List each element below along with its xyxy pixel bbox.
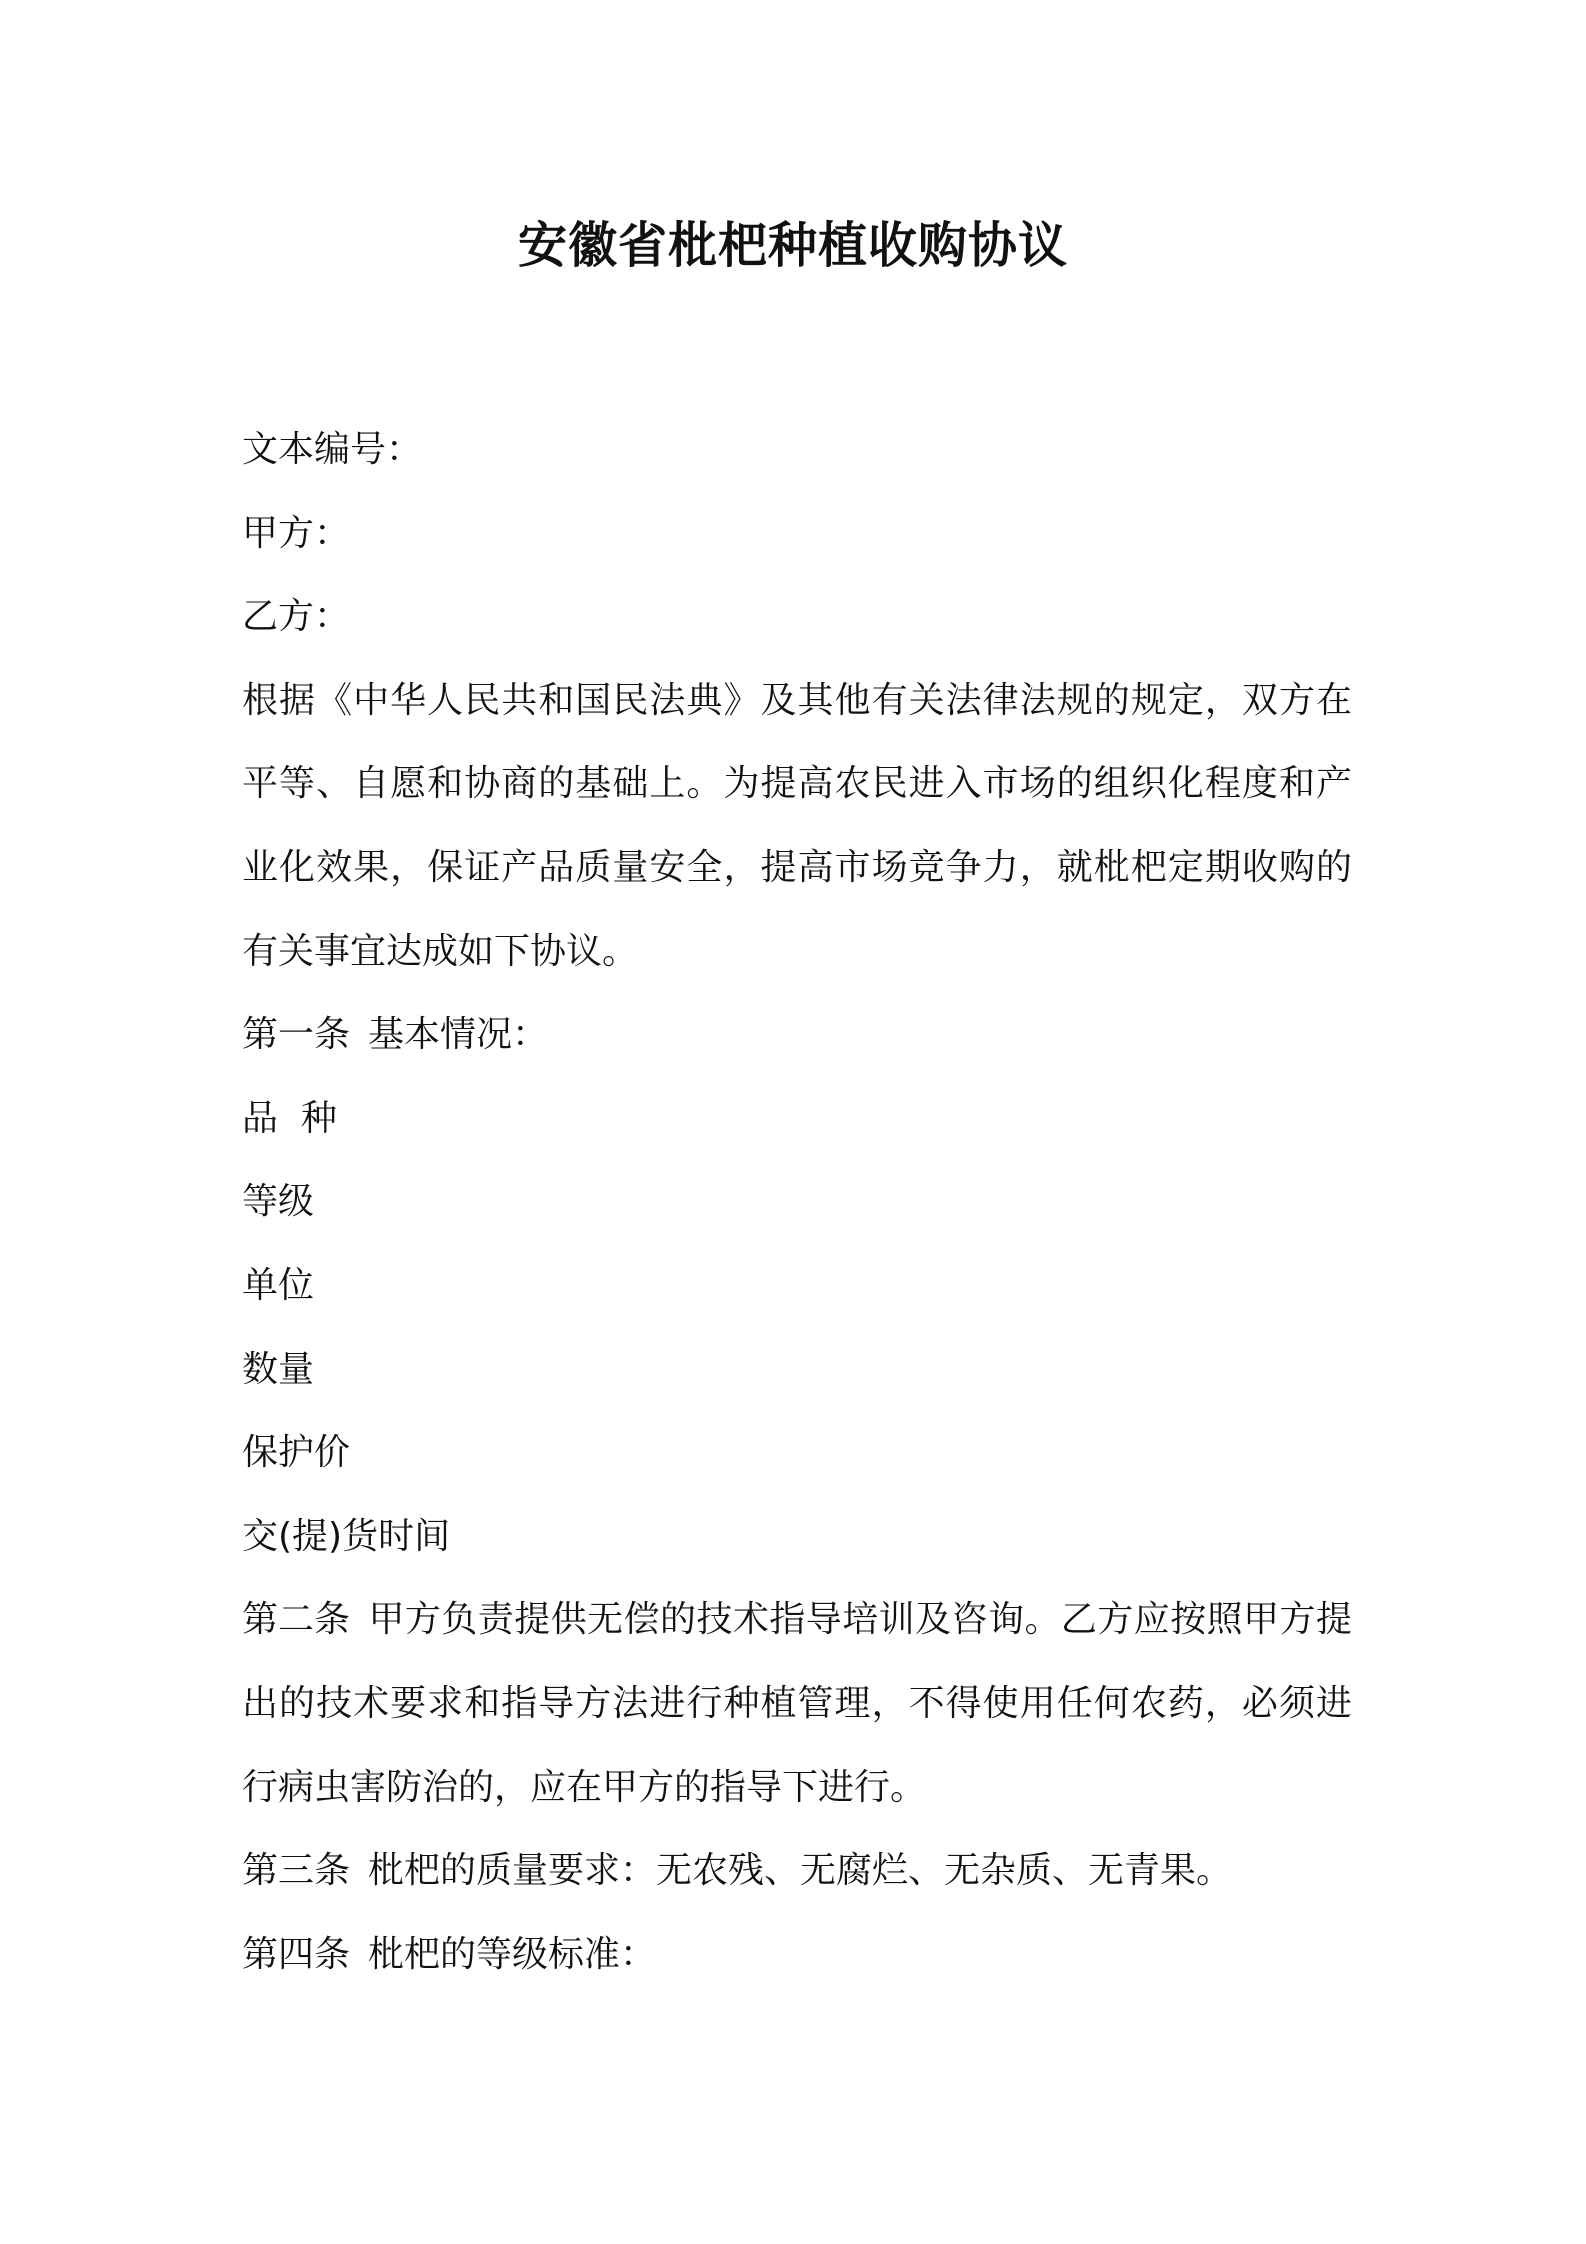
- item-protected-price: 保护价: [242, 1432, 351, 1474]
- document-body: [242, 408, 1362, 1996]
- article-1-title: 基本情况：: [368, 1014, 549, 1056]
- article-3-text: 枇杷的质量要求：无农残、无腐烂、无杂质、无青果。: [368, 1850, 1233, 1892]
- article-4-text: 枇杷的等级标准：: [368, 1933, 657, 1975]
- article-3-paragraph: [242, 1829, 1362, 1913]
- item-variety: [242, 1077, 1362, 1161]
- article-4-number: 第四条: [242, 1933, 351, 1975]
- document-title: 安徽省枇杷种植收购协议: [517, 217, 1068, 274]
- item-variety-label: 品 种: [242, 1097, 337, 1139]
- party-a-field: 甲方：: [242, 512, 351, 554]
- preamble-paragraph: 根据《中华人民共和国民法典》及其他有关法律法规的规定，双方在平等、自愿和协商的基础上。为提高农民进入市场的组织化程度和产业化效果，保证产品质量安全，提高市场竞争力，就枇杷定期收购的有关事宜达成如下协议。: [242, 679, 1352, 972]
- item-grade: 等级: [242, 1181, 315, 1223]
- article-4-paragraph: [242, 1913, 1362, 1997]
- item-quantity: 数量: [242, 1348, 315, 1390]
- article-1-number: 第一条: [242, 1014, 351, 1056]
- party-b-field: 乙方：: [242, 596, 351, 638]
- article-1-heading: [242, 993, 1362, 1077]
- article-2-number: 第二条: [242, 1599, 351, 1641]
- item-delivery-time: 交(提)货时间: [242, 1515, 451, 1557]
- item-unit: 单位: [242, 1264, 315, 1306]
- article-2-text: 甲方负责提供无偿的技术指导培训及咨询。乙方应按照甲方提出的技术要求和指导方法进行种植管理，不得使用任何农药，必须进行病虫害防治的，应在甲方的指导下进行。: [242, 1599, 1352, 1808]
- article-3-number: 第三条: [242, 1850, 351, 1892]
- article-2-paragraph: [242, 1578, 1352, 1829]
- text-number-field: 文本编号：: [242, 429, 423, 470]
